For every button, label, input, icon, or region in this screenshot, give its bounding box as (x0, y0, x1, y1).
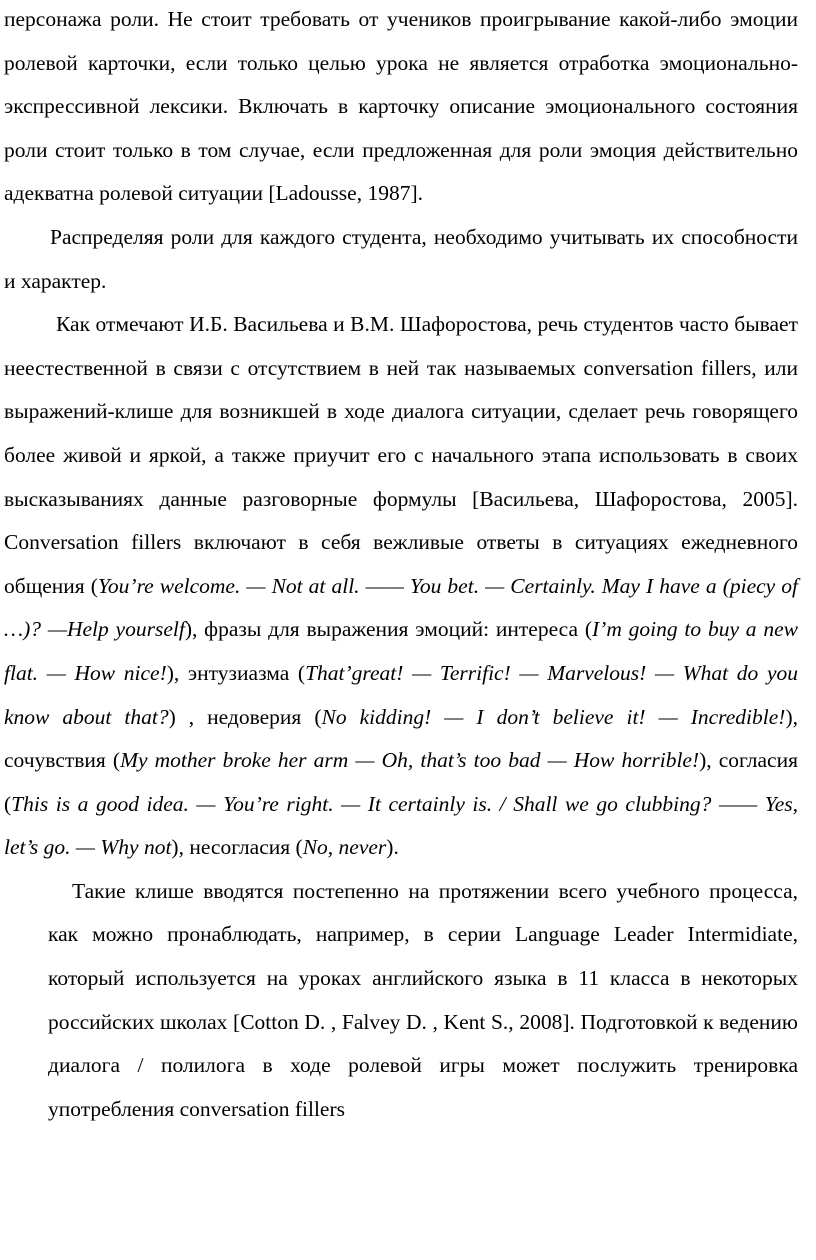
paragraph-3-text: ), согласия ( (4, 748, 798, 816)
example-interest: I’m going to buy a new flat. — How nice! (4, 617, 799, 685)
paragraph-3-text: ), фразы для выражения эмоций: интереса ( (184, 617, 592, 642)
paragraph-3-text: Как отмечают И.Б. Васильева и В.М. Шафоростова, речь студентов часто бывает неестественной в связи с отсутствием в ней так называемых conversation fillers, или выражений-клише для возникшей в ходе диалога ситуации, сделает речь говорящего более живой и яркой, а также приучит его с начального этапа использовать в своих высказываниях данные разговорные формулы [Васильева, Шафоростова, 2005]. Conversation fillers включают в себя вежливые ответы в ситуациях ежедневного общения ( (4, 312, 798, 598)
paragraph-3 (4, 303, 798, 870)
paragraph-3-text: ), сочувствия ( (4, 704, 798, 773)
example-polite-replies: You’re welcome. — Not at all. —— You bet. — Certainly. May I have a (piecy of …)? —Help yourself (4, 573, 798, 642)
paragraph-4-text: Такие клише вводятся постепенно на протяжении всего учебного процесса, как можно пронаблюдать, например, в серии Language Leader Intermidiate, который используется на уроках английского языка в 11 класса в некоторых российских школах [Cotton D. , Falvey D. , Kent S., 2008]. Подготовкой к ведению диалога / полилога в ходе ролевой игры может послужить тренировка употребления conversation fillers (48, 878, 798, 1121)
example-agreement: This is a good idea. — You’re right. — It certainly is. / Shall we go clubbing? —— Yes, let’s go. — Why not (4, 791, 798, 860)
paragraph-3-text: ), несогласия ( (171, 835, 303, 860)
paragraph-1 (4, 0, 798, 216)
paragraph-4 (4, 870, 798, 1132)
paragraph-1-text: персонажа роли. Не стоит требовать от учеников проигрывание какой-либо эмоции ролевой карточки, если только целью урока не является отработка эмоционально-экспрессивной лексики. Включать в карточку описание эмоционального состояния роли стоит только в том случае, если предложенная для роли эмоция действительно адекватна ролевой ситуации [Ladousse, 1987]. (4, 7, 798, 206)
paragraph-3-text: ). (386, 835, 399, 860)
paragraph-3-text: ) , недоверия ( (168, 704, 322, 729)
paragraph-2-text: Распределяя роли для каждого студента, необходимо учитывать их способности и характер. (4, 224, 798, 293)
paragraph-3-text: ), энтузиазма ( (166, 660, 306, 685)
example-disbelief: No kidding! — I don’t believe it! — Incredible! (321, 704, 786, 729)
paragraph-2 (4, 216, 798, 303)
example-sympathy: My mother broke her arm — Oh, that’s too bad — How horrible! (120, 748, 700, 773)
example-enthusiasm: That’great! — Terrific! — Marvelous! — What do you know about that? (4, 660, 798, 729)
example-disagreement: No, never (302, 835, 387, 860)
